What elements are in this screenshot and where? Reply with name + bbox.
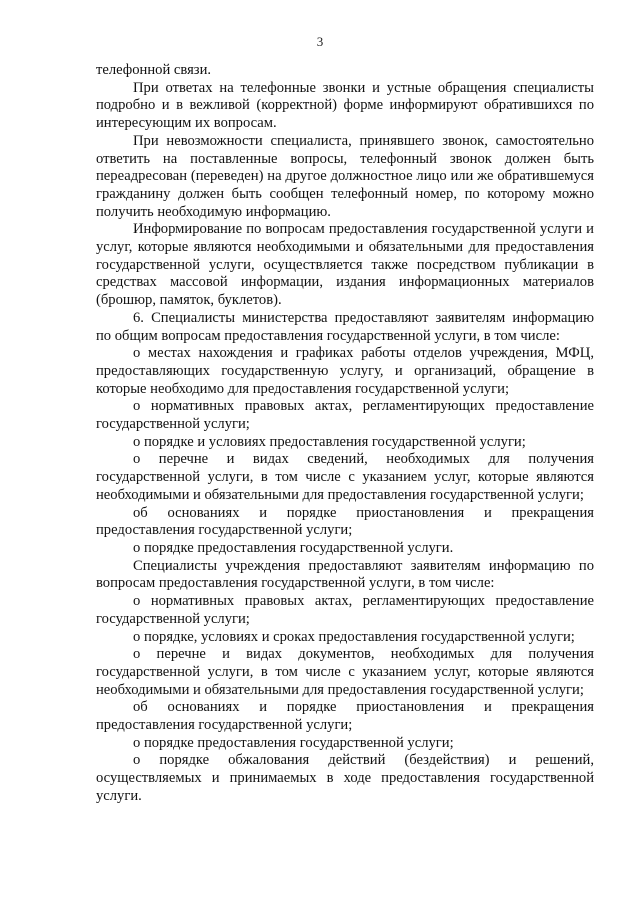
paragraph: телефонной связи. <box>96 62 212 78</box>
paragraph: о порядке обжалования действий (бездействия) и решений, осуществляемых и принимаемых в ходе предоставления государственной услуги. <box>96 752 594 804</box>
paragraph: об основаниях и порядке приостановления и прекращения предоставления государственной услуги; <box>96 504 594 539</box>
paragraph: о местах нахождения и графиках работы отделов учреждения, МФЦ, предоставляющих государственную услугу, и организаций, обращение в которые необходимо для предоставления государственной услуги; <box>96 345 594 397</box>
paragraph: При ответах на телефонные звонки и устные обращения специалисты подробно и в вежливой (корректной) форме информируют обратившихся по интересующим их вопросам. <box>96 79 594 132</box>
paragraph: о порядке и условиях предоставления государственной услуги; <box>133 433 526 450</box>
document-body <box>96 62 594 806</box>
paragraph: о нормативных правовых актах, регламентирующих предоставление государственной услуги; <box>96 398 594 433</box>
paragraph: о порядке, условиях и сроках предоставления государственной услуги; <box>133 628 575 645</box>
paragraph: о перечне и видах документов, необходимых для получения государственной услуги, в том числе с указанием услуг, которые являются необходимыми и обязательными для предоставления государственной услуги; <box>96 646 594 698</box>
paragraph: о порядке предоставления государственной услуги. <box>133 539 454 556</box>
paragraph: об основаниях и порядке приостановления и прекращения предоставления государственной услуги; <box>96 699 594 734</box>
paragraph: о перечне и видах сведений, необходимых для получения государственной услуги, в том числе с указанием услуг, которые являются необходимыми и обязательными для предоставления государственной услуги; <box>96 451 594 503</box>
paragraph: о нормативных правовых актах, регламентирующих предоставление государственной услуги; <box>96 593 594 627</box>
paragraph: Специалисты учреждения предоставляют заявителям информацию по вопросам предоставления государственной услуги, в том числе: <box>96 557 594 592</box>
paragraph: Информирование по вопросам предоставления государственной услуги и услуг, которые являются необходимыми и обязательными для предоставления государственной услуги, осуществляется также посредством публикации в средствах массовой информации, издания информационных материалов (брошюр, памяток, буклетов). <box>96 221 594 309</box>
paragraph: 6. Специалисты министерства предоставляют заявителям информацию по общим вопросам предоставления государственной услуги, в том числе: <box>96 309 594 344</box>
paragraph: При невозможности специалиста, принявшего звонок, самостоятельно ответить на поставленные вопросы, телефонный звонок должен быть переадресован (переведен) на другое должностное лицо или же обратившемуся гражданину должен быть сообщен телефонный номер, по которому можно получить необходимую информацию. <box>96 132 594 220</box>
page-number: 3 <box>316 34 324 49</box>
paragraph: о порядке предоставления государственной услуги; <box>133 734 454 751</box>
